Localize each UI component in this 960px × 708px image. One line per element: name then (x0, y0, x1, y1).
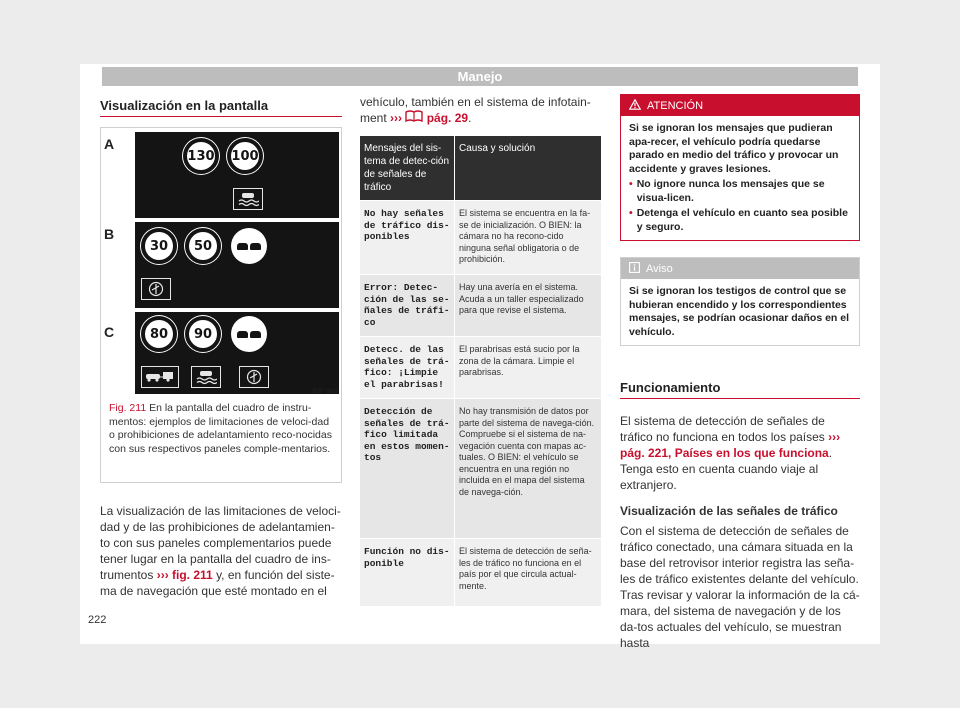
message-cell: Error: Detec-ción de las se-ñales de tráfi-co (360, 275, 455, 336)
display-panel-b (135, 222, 339, 308)
no-overtaking-sign-icon (231, 228, 267, 264)
navigation-symbol-icon (239, 366, 269, 388)
table-row (360, 398, 601, 538)
countries-link[interactable]: ››› pág. 221, Países en los que funciona (620, 430, 841, 460)
warning-bullet: • No ignore nunca los mensajes que se visua-licen. (629, 178, 825, 204)
warning-triangle-icon (629, 99, 641, 113)
message-cell: Detección de señales de trá-fico limitada en estos momen-tos (360, 399, 455, 538)
table-row (360, 274, 601, 336)
column-header-solution: Causa y solución (459, 143, 536, 154)
display-panel-c (135, 312, 339, 394)
camera-paragraph: Con el sistema de detección de señales de tráfico conectado, una cámara situada en la base del retrovisor interior registra las seña-les de tráfico existentes delante del vehículo. Tras revisar y valorar la información de la cá-mara, del sistema de navegación y de los da-tos actuales del vehículo, se muestran hasta (620, 524, 860, 650)
note-title: Aviso (646, 262, 673, 275)
column-header-messages: Mensajes del sis-tema de detec-ción de señales de tráfico (360, 136, 455, 200)
note-box (620, 257, 860, 346)
infotainment-paragraph: vehículo, también en el sistema de infotain-ment ››› pág. 29. (360, 95, 591, 125)
message-cell: Función no dis-ponible (360, 539, 455, 606)
page-link[interactable]: pág. 29 (426, 111, 469, 125)
figure-caption-text: En la pantalla del cuadro de instru-mentos: ejemplos de limitaciones de veloci-dad o prohibiciones de adelantamiento reco-nocidas con sus respectivos paneles comple-mentarios. (109, 402, 332, 455)
solution-cell: El parabrisas está sucio por la zona de la cámara. Limpie el parabrisas. (459, 344, 580, 377)
info-icon (629, 262, 640, 276)
warning-title: ATENCIÓN (647, 99, 704, 112)
warning-body (621, 116, 859, 240)
messages-table (360, 136, 601, 606)
bullet-icon: • (629, 207, 633, 219)
speed-limit-sign: 90 (185, 316, 221, 352)
bullet-icon: • (629, 178, 633, 190)
table-header (360, 136, 601, 200)
solution-cell: No hay transmisión de datos por parte del sistema de navega-ción. Compruebe si el sistema de na-vegación cuenta con mapas ac-tuales. O BIEN: el vehículo se encuentra en una región no incluida en el mapa del sistema de navega-ción. (459, 406, 595, 497)
table-row (360, 200, 601, 274)
figure-211 (100, 127, 342, 483)
speed-limit-sign: 50 (185, 228, 221, 264)
warning-header (621, 95, 859, 116)
wet-road-icon (191, 366, 221, 388)
table-row (360, 336, 601, 398)
navigation-symbol-icon (141, 278, 171, 300)
intro-paragraph: La visualización de las limitaciones de veloci-dad y de las prohibiciones de adelantamien-to con sus paneles complementarios puede tener lugar en la pantalla del cuadro de ins-trumentos ››› fig. 211 y, en función del siste-ma de navegación que esté montado en el (100, 504, 341, 598)
note-text: Si se ignoran los testigos de control que se hubieran encendido y los correspondientes mensajes, se podrían ocasionar daños en el vehículo. (629, 285, 849, 338)
figure-label: Fig. 211 (109, 402, 147, 414)
speed-limit-sign: 130 (183, 138, 219, 174)
figure-code: B5F-0668 (312, 389, 339, 395)
book-icon (405, 111, 423, 125)
no-overtaking-sign-icon (231, 316, 267, 352)
solution-cell: El sistema se encuentra en la fa-se de inicialización. O BIEN: la cámara no ha recono-cido ninguna señal obligatoria o de prohibición. (459, 208, 591, 264)
page-number: 222 (88, 614, 107, 626)
table-row (360, 538, 601, 606)
panel-letter-a: A (104, 136, 115, 152)
warning-text: Si se ignoran los mensajes que pudieran apa-recer, el vehículo podría quedarse parado en medio del tráfico y provocar un accidente y graves lesiones. (629, 122, 839, 175)
car-with-trailer-icon (141, 366, 179, 388)
left-column (100, 94, 342, 599)
table-body (360, 200, 601, 606)
wet-road-icon (233, 188, 263, 210)
message-cell: Detecc. de las señales de trá-fico: ¡Limpie el parabrisas! (360, 337, 455, 398)
solution-cell: Hay una avería en el sistema. Acuda a un taller especializado para que revise el sistema. (459, 282, 584, 315)
warning-box (620, 94, 860, 241)
speed-limit-sign: 100 (227, 138, 263, 174)
solution-cell: El sistema de detección de seña-les de tráfico no funciona en el país por el que circula actual-mente. (459, 546, 592, 591)
speed-limit-sign: 30 (141, 228, 177, 264)
message-cell: No hay señales de tráfico dis-ponibles (360, 201, 455, 274)
countries-paragraph: El sistema de detección de señales de tráfico no funciona en todos los países ››› pág. 221, Países en los que funciona. Tenga esto en cuenta cuando viaje al extranjero. (620, 414, 841, 492)
chapter-header: Manejo (102, 67, 858, 86)
page-link-arrows[interactable]: ››› (390, 111, 403, 125)
speed-limit-sign: 80 (141, 316, 177, 352)
figure-caption (101, 396, 341, 462)
right-column (620, 94, 860, 651)
figure-link[interactable]: ››› fig. 211 (156, 568, 213, 582)
manual-page (80, 64, 880, 650)
middle-column (360, 94, 601, 606)
warning-bullet: • Detenga el vehículo en cuanto sea posible y seguro. (629, 207, 848, 233)
panel-letter-b: B (104, 226, 115, 242)
display-panel-a (135, 132, 339, 218)
panel-letter-c: C (104, 324, 115, 340)
figure-image (101, 128, 341, 396)
note-header (621, 258, 859, 279)
subheading-visualizacion: Visualización de las señales de tráfico (620, 504, 838, 518)
section-title-funcionamiento: Funcionamiento (620, 376, 860, 399)
section-title-visualizacion: Visualización en la pantalla (100, 94, 342, 117)
